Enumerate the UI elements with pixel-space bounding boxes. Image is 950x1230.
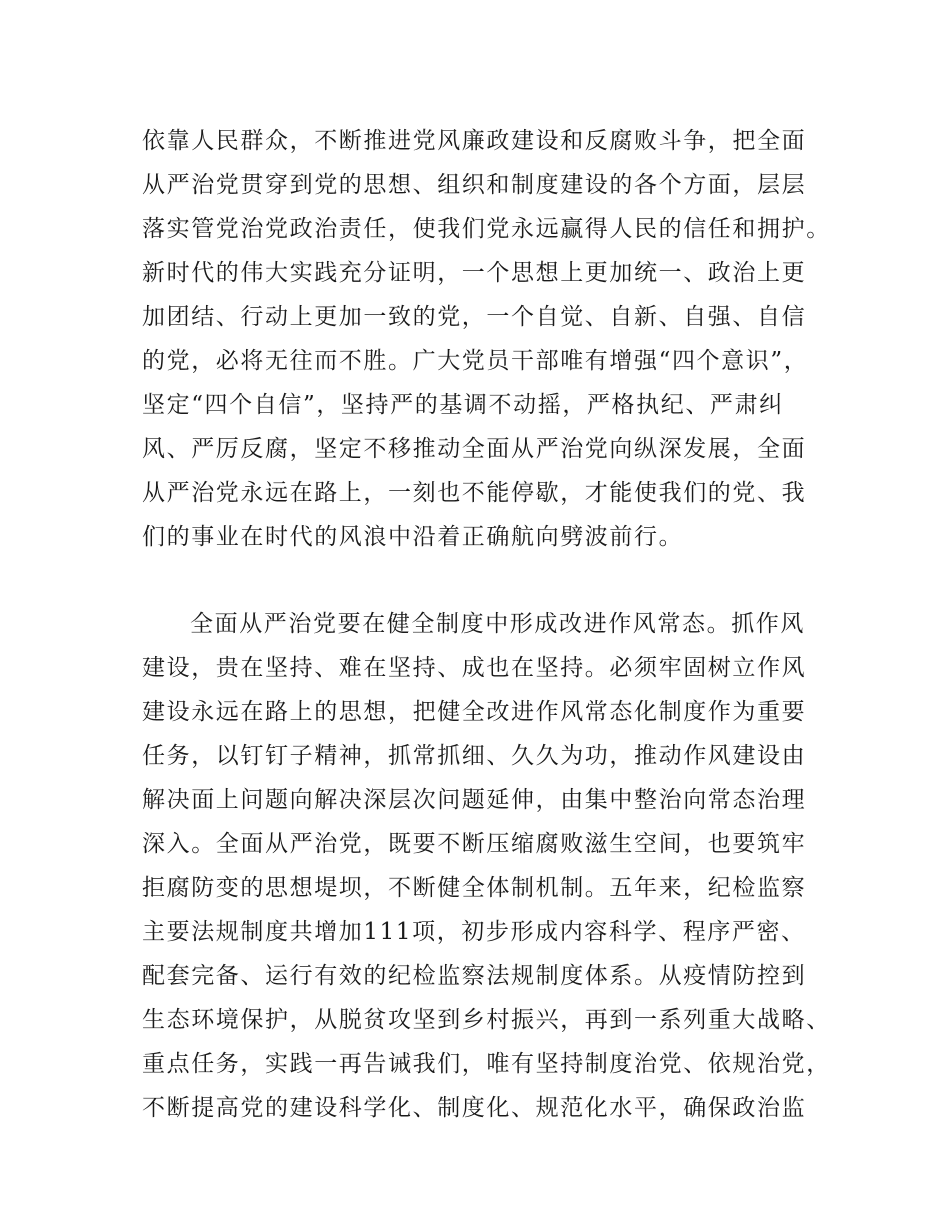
paragraph-1-line-10: 们的事业在时代的风浪中沿着正确航向劈波前行。 <box>142 524 684 550</box>
paragraph-2-line-11: 重点任务，实践一再告诫我们，唯有坚持制度治党、依规治党， <box>142 1051 831 1077</box>
paragraph-1-line-5: 加团结、行动上更加一致的党，一个自觉、自新、自强、自信 <box>142 304 807 330</box>
paragraph-2-line-9: 配套完备、运行有效的纪检监察法规制度体系。从疫情防控到 <box>142 963 807 989</box>
paragraph-1-line-8: 风、严厉反腐，坚定不移推动全面从严治党向纵深发展，全面 <box>142 436 807 462</box>
paragraph-2-line-10: 生态环境保护，从脱贫攻坚到乡村振兴，再到一系列重大战略、 <box>142 1007 831 1033</box>
paragraph-1-line-3: 落实管党治党政治责任，使我们党永远赢得人民的信任和拥护。 <box>142 216 831 242</box>
paragraph-1-line-1: 依靠人民群众，不断推进党风廉政建设和反腐败斗争，把全面 <box>142 128 807 154</box>
paragraph-2-line-4: 任务，以钉钉子精神，抓常抓细、久久为功，推动作风建设由 <box>142 743 807 769</box>
paragraph-1-line-4: 新时代的伟大实践充分证明，一个思想上更加统一、政治上更 <box>142 260 807 286</box>
paragraph-2-line-1: 全面从严治党要在健全制度中形成改进作风常态。抓作风 <box>190 611 805 637</box>
paragraph-1-line-6: 的党，必将无往而不胜。广大党员干部唯有增强“四个意识”， <box>142 348 809 374</box>
paragraph-2-line-12: 不断提高党的建设科学化、制度化、规范化水平，确保政治监 <box>142 1095 807 1121</box>
paragraph-1-line-7: 坚定“四个自信”，坚持严的基调不动摇，严格执纪、严肃纠 <box>142 392 784 418</box>
paragraph-2-line-8: 主要法规制度共增加111项，初步形成内容科学、程序严密、 <box>142 919 806 945</box>
paragraph-2-line-5: 解决面上问题向解决深层次问题延伸，由集中整治向常态治理 <box>142 787 807 813</box>
paragraph-2-line-2: 建设，贵在坚持、难在坚持、成也在坚持。必须牢固树立作风 <box>142 655 807 681</box>
paragraph-2-line-3: 建设永远在路上的思想，把健全改进作风常态化制度作为重要 <box>142 699 807 725</box>
paragraph-2-line-7: 拒腐防变的思想堤坝，不断健全体制机制。五年来，纪检监察 <box>142 875 807 901</box>
paragraph-1-line-9: 从严治党永远在路上，一刻也不能停歇，才能使我们的党、我 <box>142 480 807 506</box>
paragraph-1-line-2: 从严治党贯穿到党的思想、组织和制度建设的各个方面，层层 <box>142 172 807 198</box>
paragraph-2-line-6: 深入。全面从严治党，既要不断压缩腐败滋生空间，也要筑牢 <box>142 831 807 857</box>
